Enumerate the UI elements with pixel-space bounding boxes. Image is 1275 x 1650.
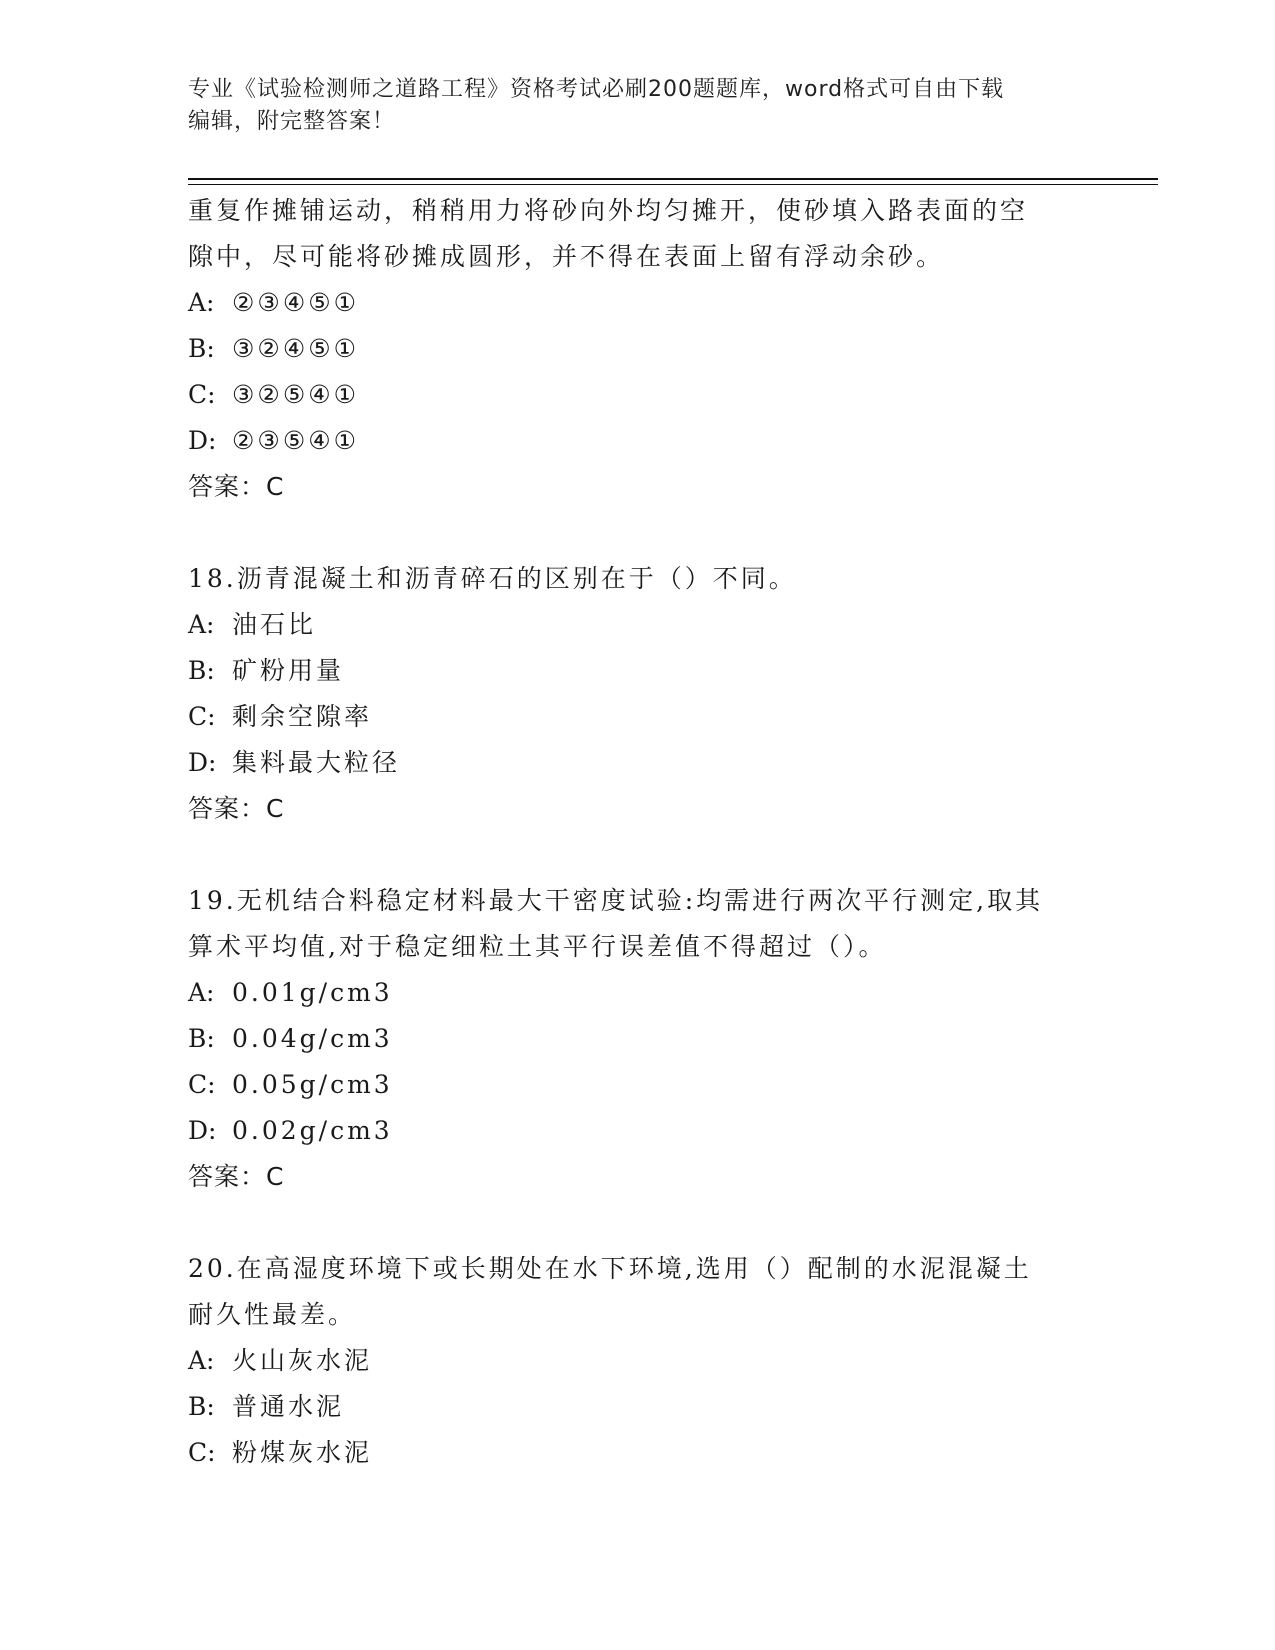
option-a	[188, 280, 1088, 326]
option-value: 普通水泥	[232, 1392, 345, 1421]
question-spacer	[188, 832, 1088, 878]
option-value: 矿粉用量	[232, 656, 345, 685]
option-c	[188, 372, 1088, 418]
document-header	[188, 74, 1088, 138]
option-value: 0.05g/cm3	[232, 1070, 393, 1099]
option-value: ②③⑤④①	[232, 426, 360, 455]
option-label: D:	[188, 426, 217, 455]
option-a	[188, 970, 1088, 1016]
question-text-line: 隙中，尽可能将砂摊成圆形，并不得在表面上留有浮动余砂。	[188, 242, 945, 271]
option-label: C:	[188, 702, 216, 731]
option-b	[188, 326, 1088, 372]
option-label: D:	[188, 748, 217, 777]
header-rule-thin	[188, 184, 1158, 185]
option-b	[188, 648, 1088, 694]
option-label: B:	[188, 334, 215, 363]
option-value: ③②⑤④①	[232, 380, 360, 409]
option-c	[188, 1062, 1088, 1108]
answer-text: 答案：C	[188, 794, 285, 823]
answer-text: 答案：C	[188, 1162, 285, 1191]
question-text-line: 重复作摊铺运动，稍稍用力将砂向外均匀摊开，使砂填入路表面的空	[188, 196, 1029, 225]
option-c	[188, 1430, 1088, 1476]
option-d	[188, 740, 1088, 786]
option-label: A:	[188, 1346, 215, 1375]
header-rule-thick	[188, 178, 1158, 180]
option-label: C:	[188, 1070, 216, 1099]
option-value: ②③④⑤①	[232, 288, 360, 317]
question-text-line: 算术平均值,对于稳定细粒土其平行误差值不得超过（）。	[188, 932, 887, 961]
answer-text: 答案：C	[188, 472, 285, 501]
question-text-line: 19.无机结合料稳定材料最大干密度试验:均需进行两次平行测定,取其	[188, 886, 1044, 915]
header-title-line-2: 编辑，附完整答案！	[188, 109, 396, 134]
option-value: 粉煤灰水泥	[232, 1438, 373, 1467]
option-value: 0.04g/cm3	[232, 1024, 393, 1053]
option-label: C:	[188, 1438, 216, 1467]
option-value: 火山灰水泥	[232, 1346, 373, 1375]
header-title-line-1: 专业《试验检测师之道路工程》资格考试必刷200题题库，word格式可自由下载	[188, 77, 1005, 102]
question-19	[188, 878, 1088, 1200]
question-text-line: 18.沥青混凝土和沥青碎石的区别在于（）不同。	[188, 564, 797, 593]
question-18	[188, 556, 1088, 832]
option-value: 剩余空隙率	[232, 702, 373, 731]
option-label: A:	[188, 610, 215, 639]
option-b	[188, 1384, 1088, 1430]
option-value: ③②④⑤①	[232, 334, 360, 363]
option-label: B:	[188, 656, 215, 685]
option-label: A:	[188, 978, 215, 1007]
question-spacer	[188, 1200, 1088, 1246]
option-a	[188, 1338, 1088, 1384]
option-value: 0.02g/cm3	[232, 1116, 393, 1145]
option-label: D:	[188, 1116, 217, 1145]
question-20	[188, 1246, 1088, 1476]
question-spacer	[188, 510, 1088, 556]
question-list	[188, 188, 1088, 1476]
option-value: 0.01g/cm3	[232, 978, 393, 1007]
option-value: 集料最大粒径	[232, 748, 401, 777]
option-value: 油石比	[232, 610, 317, 639]
option-b	[188, 1016, 1088, 1062]
question-text-line: 20.在高湿度环境下或长期处在水下环境,选用（）配制的水泥混凝土	[188, 1254, 1032, 1283]
option-label: B:	[188, 1392, 215, 1421]
option-label: B:	[188, 1024, 215, 1053]
option-c	[188, 694, 1088, 740]
question-17	[188, 188, 1088, 510]
option-label: C:	[188, 380, 216, 409]
option-d	[188, 418, 1088, 464]
option-label: A:	[188, 288, 215, 317]
option-a	[188, 602, 1088, 648]
option-d	[188, 1108, 1088, 1154]
question-text-line: 耐久性最差。	[188, 1300, 357, 1329]
